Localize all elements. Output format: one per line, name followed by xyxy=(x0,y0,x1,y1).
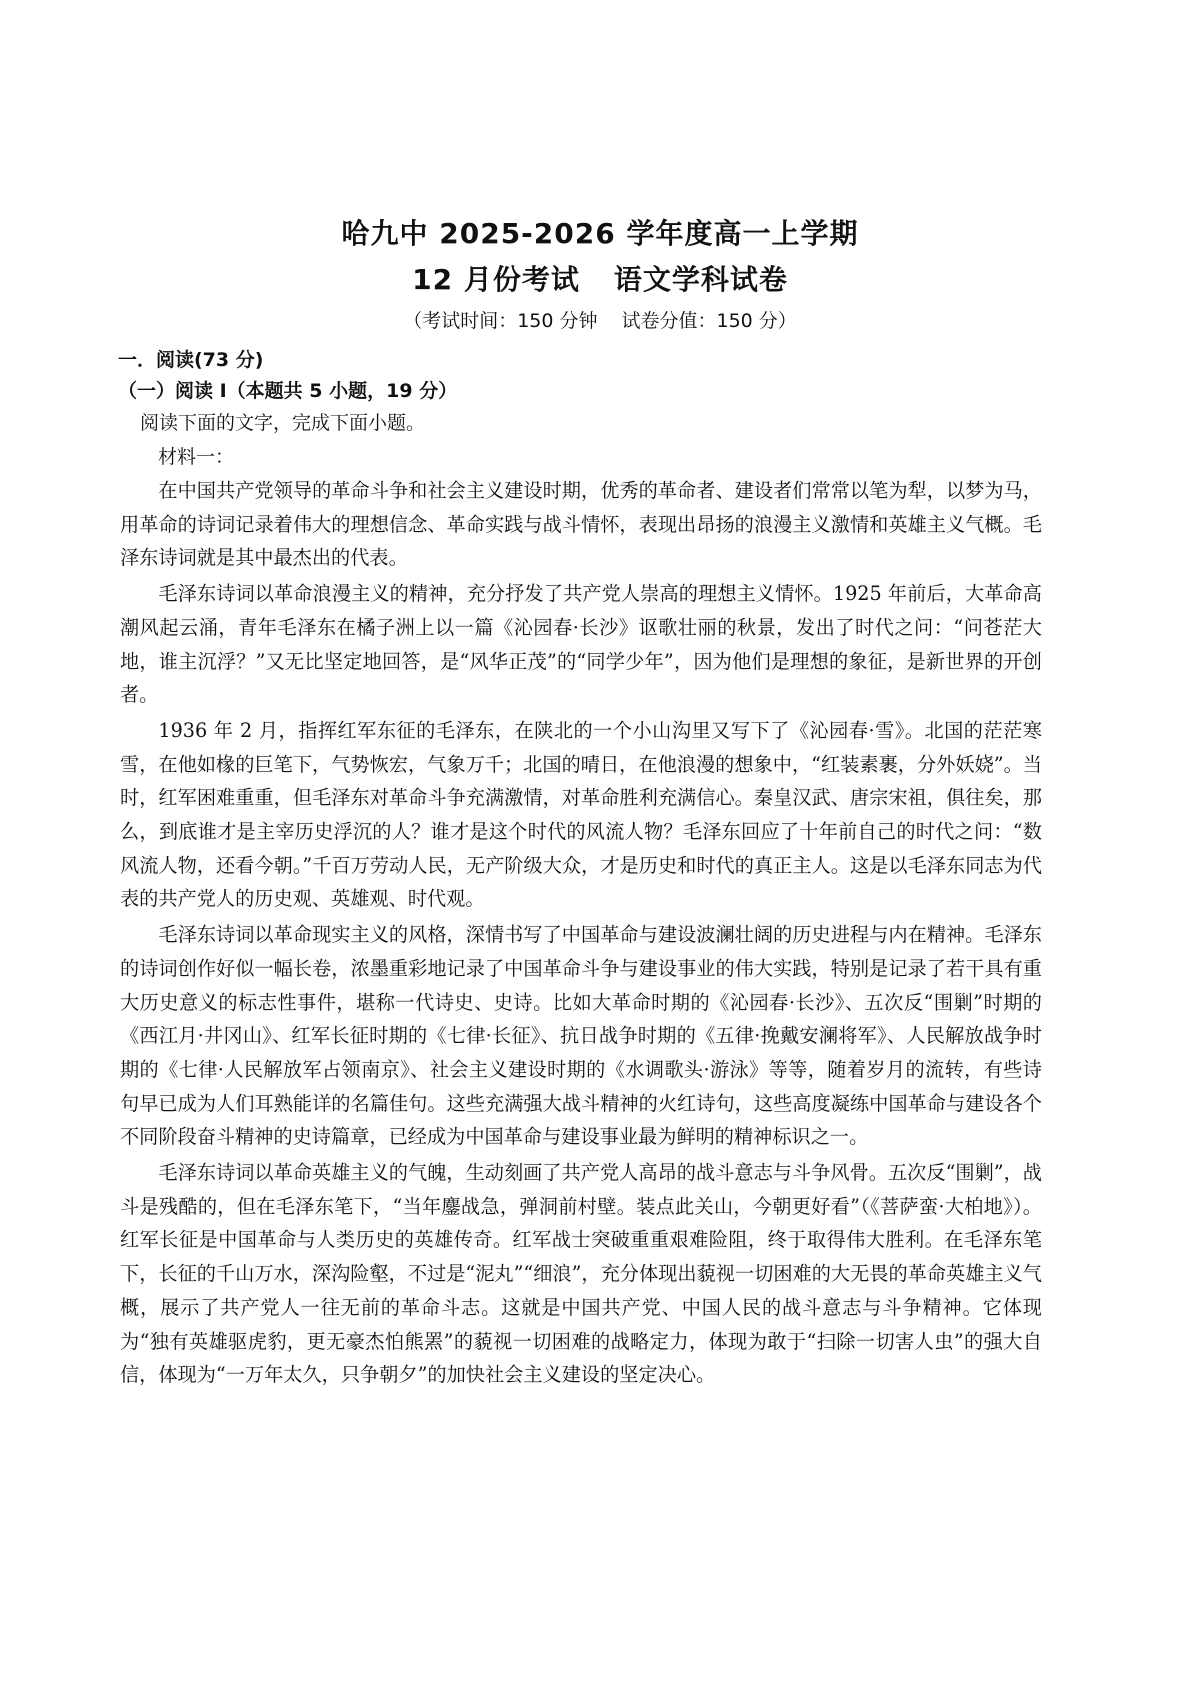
exam-month-label: 12 月份考试 xyxy=(412,263,580,296)
passage-paragraph-1: 在中国共产党领导的革命斗争和社会主义建设时期，优秀的革命者、建设者们常常以笔为犁，以梦为马，用革命的诗词记录着伟大的理想信念、革命实践与战斗情怀，表现出昂扬的浪漫主义激情和英雄主义气概。毛泽东诗词就是其中最杰出的代表。 xyxy=(120,479,1042,570)
exam-title-line1: 哈九中 2025-2026 学年度高一上学期 xyxy=(341,217,859,250)
exam-title-line2 xyxy=(0,258,1200,298)
exam-score: 试卷分值：150 分） xyxy=(621,310,797,332)
exam-info-line xyxy=(0,306,1200,333)
passage-paragraph-4: 毛泽东诗词以革命现实主义的风格，深情书写了中国革命与建设波澜壮阔的历史进程与内在精神。毛泽东的诗词创作好似一幅长卷，浓墨重彩地记录了中国革命斗争与建设事业的伟大实践，特别是记录了若干具有重大历史意义的标志性事件，堪称一代诗史、史诗。比如大革命时期的《沁园春·长沙》、五次反“围剿”时期的《西江月·井冈山》、红军长征时期的《七律·长征》、抗日战争时期的《五律·挽戴安澜将军》、人民解放战争时期的《七律·人民解放军占领南京》、社会主义建设时期的《水调歌头·游泳》等等，随着岁月的流转，有些诗句早已成为人们耳熟能详的名篇佳句。这些充满强大战斗精神的火红诗句，这些高度凝练中国革命与建设各个不同阶段奋斗精神的史诗篇章，已经成为中国革命与建设事业最为鲜明的精神标识之一。 xyxy=(120,923,1042,1149)
passage-paragraph-2: 毛泽东诗词以革命浪漫主义的精神，充分抒发了共产党人崇高的理想主义情怀。1925 年前后，大革命高潮风起云涌，青年毛泽东在橘子洲上以一篇《沁园春·长沙》讴歌壮丽的秋景，发出了时代之问：“问苍茫大地，谁主沉浮？”又无比坚定地回答，是“风华正茂”的“同学少年”，因为他们是理想的象征，是新世界的开创者。 xyxy=(120,582,1042,707)
passage-paragraph-3: 1936 年 2 月，指挥红军东征的毛泽东，在陕北的一个小山沟里又写下了《沁园春·雪》。北国的茫茫寒雪，在他如椽的巨笔下，气势恢宏，气象万千；北国的晴日，在他浪漫的想象中，“红装素裹，分外妖娆”。当时，红军困难重重，但毛泽东对革命斗争充满激情，对革命胜利充满信心。秦皇汉武、唐宗宋祖，俱往矣，那么，到底谁才是主宰历史浮沉的人？谁才是这个时代的风流人物？毛泽东回应了十年前自己的时代之问：“数风流人物，还看今朝。”千百万劳动人民，无产阶级大众，才是历史和时代的真正主人。这是以毛泽东同志为代表的共产党人的历史观、英雄观、时代观。 xyxy=(120,718,1042,911)
subsection-heading: （一）阅读 I（本题共 5 小题，19 分） xyxy=(118,380,458,402)
passage-body xyxy=(120,474,1042,1394)
exam-subject-label: 语文学科试卷 xyxy=(613,263,788,296)
reading-instruction: 阅读下面的文字，完成下面小题。 xyxy=(140,412,426,434)
exam-time: （考试时间：150 分钟 xyxy=(403,310,598,332)
section-heading: 一．阅读(73 分) xyxy=(118,349,264,371)
passage-paragraph-5: 毛泽东诗词以革命英雄主义的气魄，生动刻画了共产党人高昂的战斗意志与斗争风骨。五次反“围剿”，战斗是残酷的，但在毛泽东笔下，“当年鏖战急，弹洞前村壁。装点此关山，今朝更好看”（《菩萨蛮·大柏地》）。红军长征是中国革命与人类历史的英雄传奇。红军战士突破重重艰难险阻，终于取得伟大胜利。在毛泽东笔下，长征的千山万水，深沟险壑，不过是“泥丸”“细浪”，充分体现出藐视一切困难的大无畏的革命英雄主义气概，展示了共产党人一往无前的革命斗志。这就是中国共产党、中国人民的战斗意志与斗争精神。它体现为“独有英雄驱虎豹，更无豪杰怕熊罴”的藐视一切困难的战略定力，体现为敢于“扫除一切害人虫”的强大自信，体现为“一万年太久，只争朝夕”的加快社会主义建设的坚定决心。 xyxy=(120,1161,1042,1387)
material-label: 材料一： xyxy=(158,446,235,468)
